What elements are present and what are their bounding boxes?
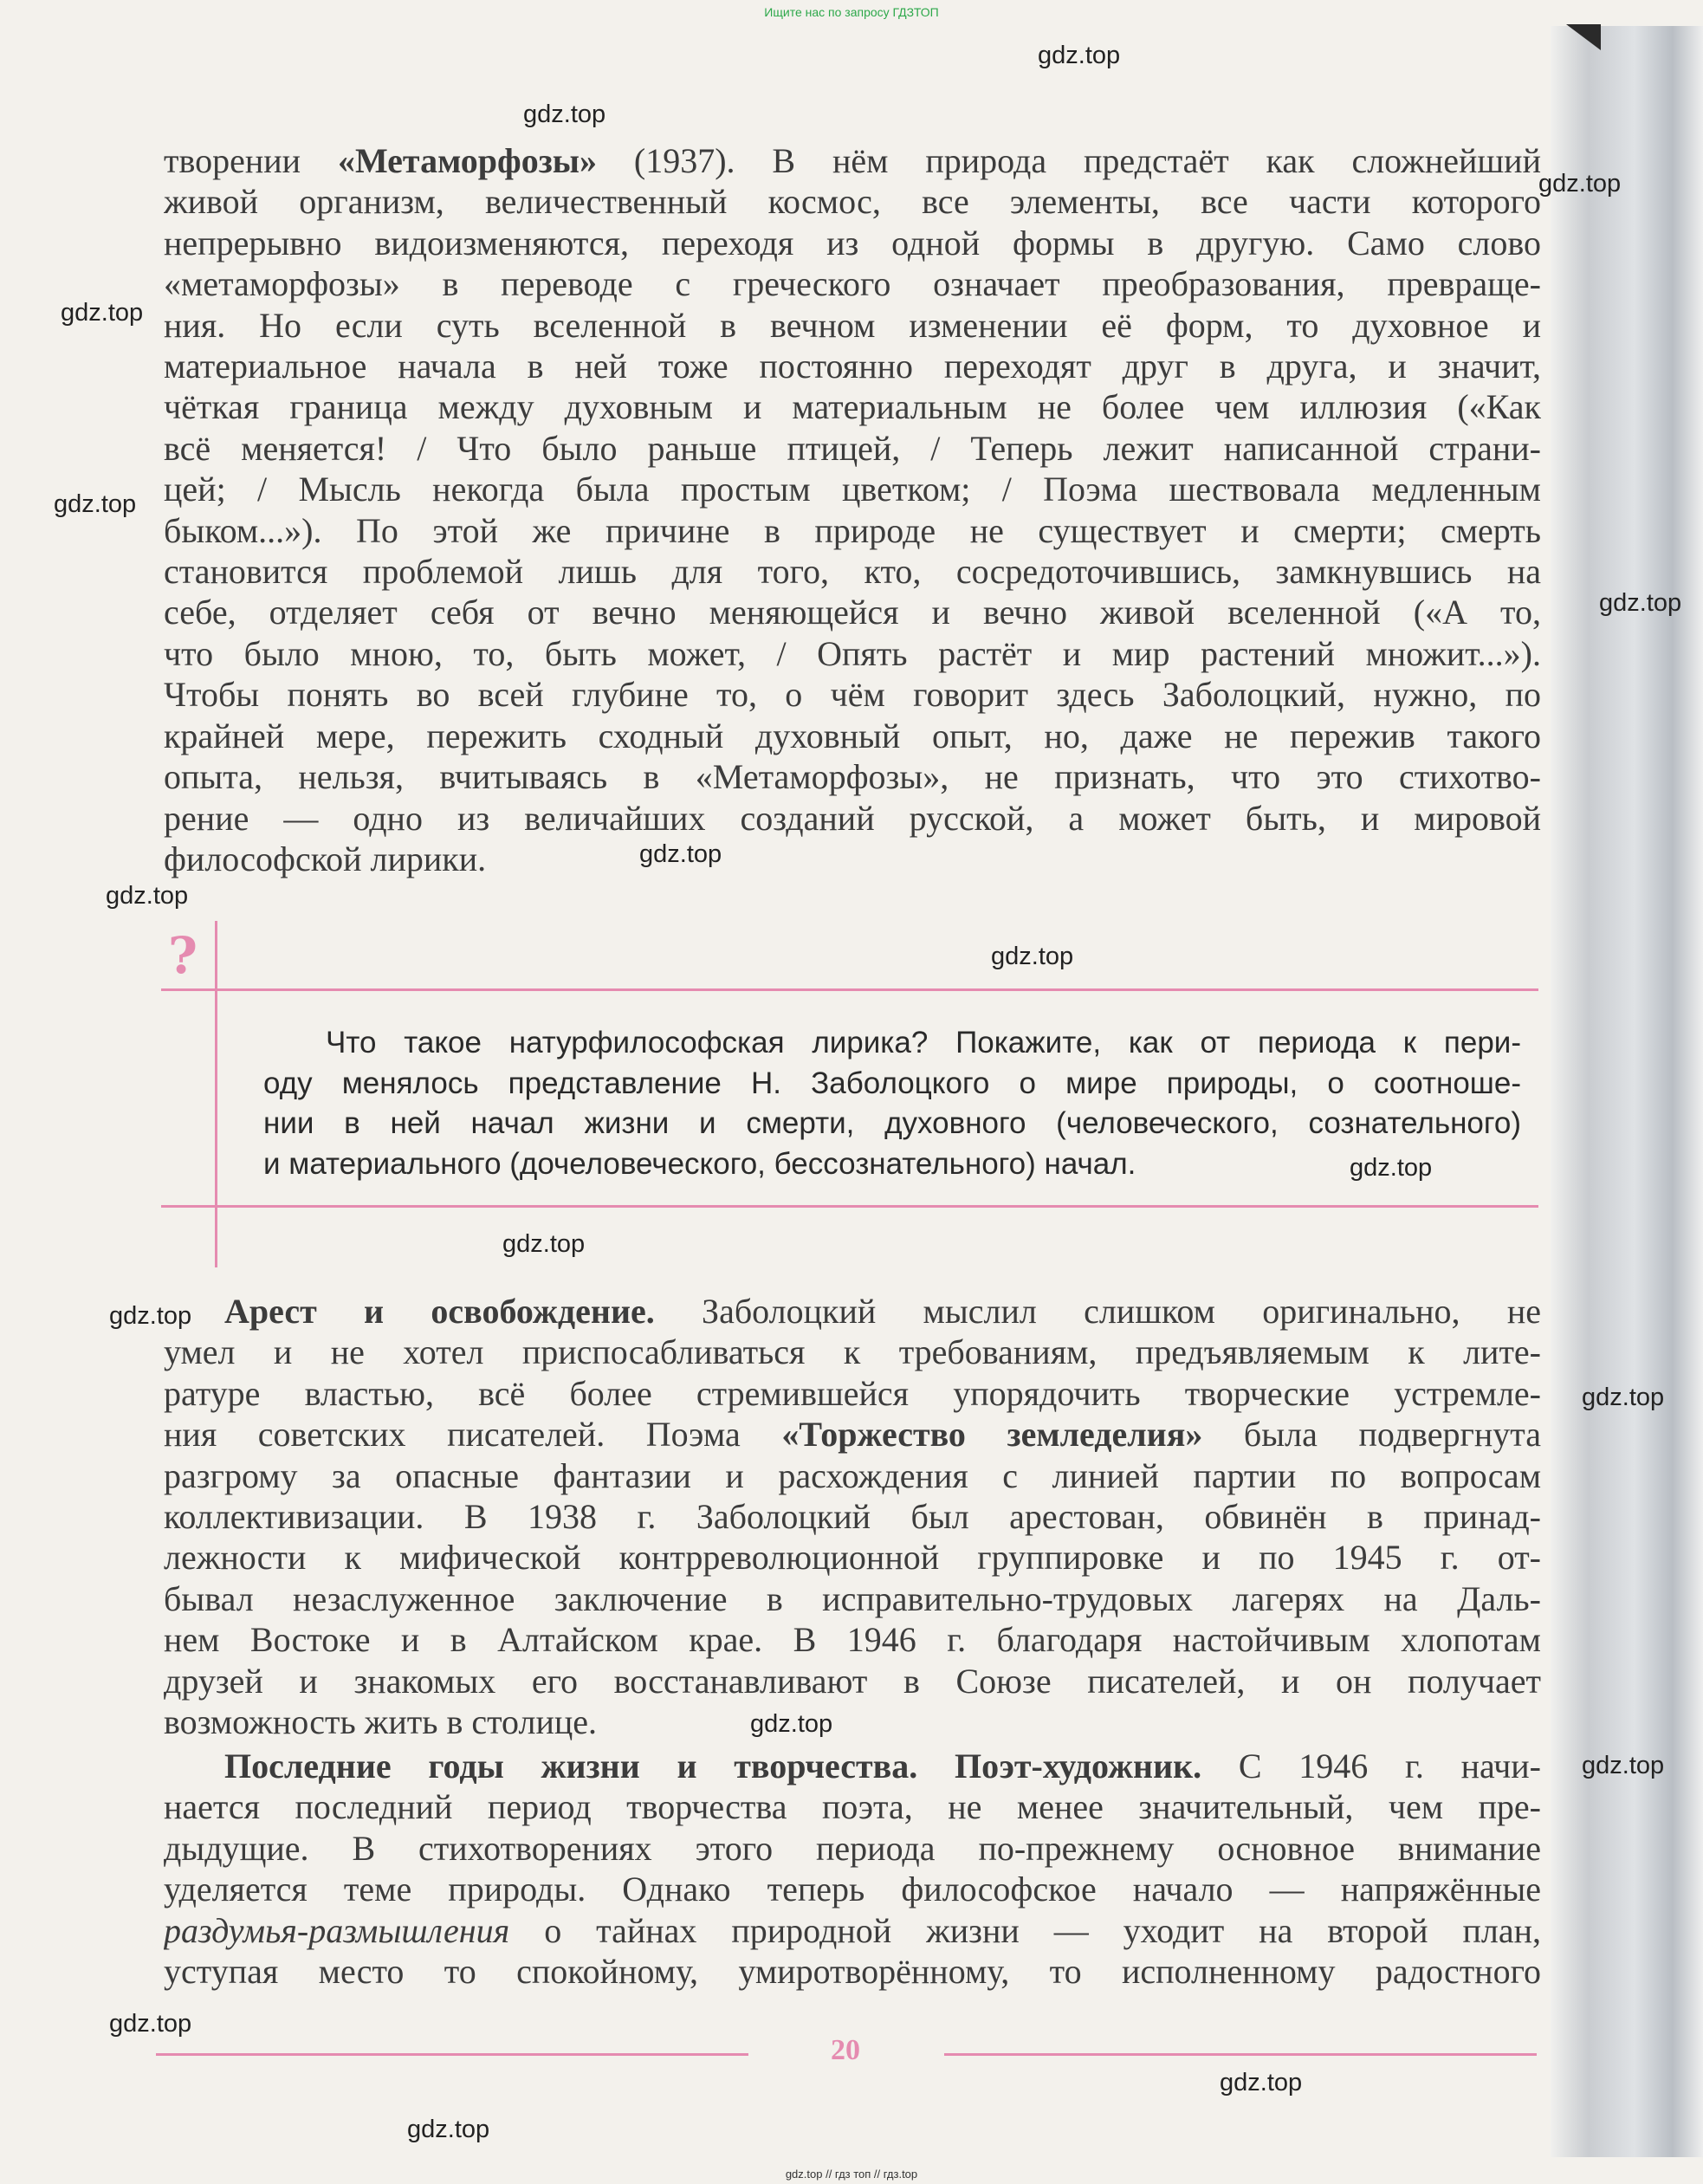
book-spine-shadow [1551, 26, 1703, 2157]
paragraph-last-years [164, 1746, 1541, 1992]
text-line: быком...»). По этой же причине в природе не существует и смерти; смерть [164, 510, 1541, 550]
text-line: нем Востоке и в Алтайском крае. В 1946 г. благодаря настойчивым хлопотам [164, 1620, 1541, 1660]
text-line: цей; / Мысль некогда была простым цветком; / Поэма шествовала медленным [164, 470, 1541, 509]
watermark: gdz.top [106, 882, 189, 910]
watermark: gdz.top [1350, 1154, 1433, 1182]
divider [161, 988, 1538, 991]
question-text [263, 1023, 1521, 1184]
text-line: Чтобы понять во всей глубине то, о чём говорит здесь Заболоцкий, нужно, по [164, 675, 1541, 715]
text-line: умел и не хотел приспосабливаться к требованиям, предъявляемым к лите- [164, 1332, 1541, 1372]
page-corner [1566, 24, 1601, 50]
text-line: нается последний период творчества поэта, не менее значительный, чем пре- [164, 1787, 1541, 1827]
text-line: крайней мере, пережить сходный духовный опыт, но, даже не пережив такого [164, 716, 1541, 755]
paragraph-metamorphoses [164, 140, 1541, 879]
text-line: «метаморфозы» в переводе с греческого означает преобразования, превраще- [164, 264, 1541, 304]
watermark: gdz.top [54, 490, 137, 518]
text-line: ния. Но если суть вселенной в вечном изменении её форм, то духовное и [164, 305, 1541, 345]
text-line: возможность жить в столице. [164, 1702, 598, 1742]
section-heading: Последние годы жизни и творчества. Поэт-художник. [224, 1747, 1202, 1785]
text-line: творении «Метаморфозы» (1937). В нём природа предстаёт как сложнейший [164, 141, 1541, 180]
footer-rule [944, 2053, 1537, 2056]
paragraph-arrest [164, 1291, 1541, 1742]
text-line: оду менялось представление Н. Заболоцкого о мире природы, о соотноше- [263, 1066, 1521, 1100]
watermark: gdz.top [639, 840, 722, 868]
text-line: ратуре властью, всё более стремившейся упорядочить творческие устремле- [164, 1373, 1541, 1413]
text-line: живой организм, величественный космос, все элементы, все части которого [164, 182, 1541, 222]
text-line: чёткая граница между духовным и материальным не более чем иллюзия («Как [164, 387, 1541, 427]
text-line: коллективизации. В 1938 г. Заболоцкий был арестован, обвинён в принад- [164, 1497, 1541, 1537]
text-line: нии в ней начал жизни и смерти, духовного (человеческого, сознательного) [263, 1106, 1521, 1140]
watermark: gdz.top [991, 943, 1074, 970]
divider [215, 921, 217, 1267]
text-line: себе, отделяет себя от вечно меняющейся и вечно живой вселенной («А то, [164, 593, 1541, 632]
text-line: непрерывно видоизменяются, переходя из одной формы в другую. Само слово [164, 223, 1541, 262]
question-box [161, 921, 1547, 1269]
text-line: рение — одно из величайших созданий русской, а может быть, и мировой [164, 798, 1541, 838]
text-line: Последние годы жизни и творчества. Поэт-художник. С 1946 г. начи- [224, 1747, 1541, 1785]
text-line: философской лирики. [164, 839, 487, 878]
watermark: gdz.top [1599, 589, 1682, 617]
watermark: gdz.top [1582, 1384, 1665, 1411]
watermark: gdz.top [1038, 42, 1121, 69]
text-line: ния советских писателей. Поэма «Торжество земледелия» была подвергнута [164, 1415, 1541, 1455]
text-line: и материального (дочеловеческого, бессознательного) начал. [263, 1146, 1136, 1181]
text-line: разгрому за опасные фантазии и расхождения с линией партии по вопросам [164, 1455, 1541, 1495]
text-line: уступая место то спокойному, умиротворённому, то исполненному радостного [164, 1952, 1541, 1992]
section-heading: Арест и освобождение. [224, 1292, 655, 1331]
text-line: раздумья-размышления о тайнах природной жизни — уходит на второй план, [164, 1910, 1541, 1950]
watermark: gdz.top [1538, 170, 1622, 198]
text-line: дыдущие. В стихотворениях этого периода по-прежнему основное внимание [164, 1828, 1541, 1868]
watermark: gdz.top [1220, 2069, 1303, 2097]
watermark: gdz.top [750, 1710, 833, 1738]
watermark: gdz.top [109, 2010, 192, 2038]
watermark: gdz.top [502, 1230, 586, 1258]
text-line: опыта, нельзя, вчитываясь в «Метаморфозы», не признать, что это стихотво- [164, 757, 1541, 797]
text-line: Что такое натурфилософская лирика? Покажите, как от периода к пери- [326, 1026, 1521, 1060]
page-number: 20 [831, 2034, 860, 2066]
text-line: всё меняется! / Что было раньше птицей, / Теперь лежит написанной страни- [164, 428, 1541, 468]
top-note: Ищите нас по запросу ГДЗТОП [764, 5, 939, 19]
text-line: материальное начала в ней тоже постоянно переходят друг в друга, и значит, [164, 347, 1541, 386]
bottom-note: gdz.top // гдз топ // гдз.top [785, 2168, 918, 2181]
text-line: друзей и знакомых его восстанавливают в Союзе писателей, и он получает [164, 1661, 1541, 1701]
watermark: gdz.top [1582, 1752, 1665, 1779]
text-line: становится проблемой лишь для того, кто, сосредоточившись, замкнувшись на [164, 552, 1541, 592]
watermark: gdz.top [523, 100, 606, 128]
text-line: Арест и освобождение. Заболоцкий мыслил слишком оригинально, не [224, 1292, 1541, 1331]
footer-rule [156, 2053, 748, 2056]
text-line: бывал незаслуженное заключение в исправительно-трудовых лагерях на Даль- [164, 1578, 1541, 1618]
watermark: gdz.top [61, 299, 144, 327]
watermark: gdz.top [407, 2116, 490, 2143]
text-line: лежности к мифической контрреволюционной группировке и по 1945 г. от- [164, 1538, 1541, 1578]
divider [161, 1205, 1538, 1208]
question-mark-icon: ? [168, 926, 197, 985]
watermark: gdz.top [109, 1302, 192, 1330]
text-line: что было мною, то, быть может, / Опять растёт и мир растений множит...»). [164, 633, 1541, 673]
text-line: уделяется теме природы. Однако теперь философское начало — напряжённые [164, 1870, 1541, 1909]
